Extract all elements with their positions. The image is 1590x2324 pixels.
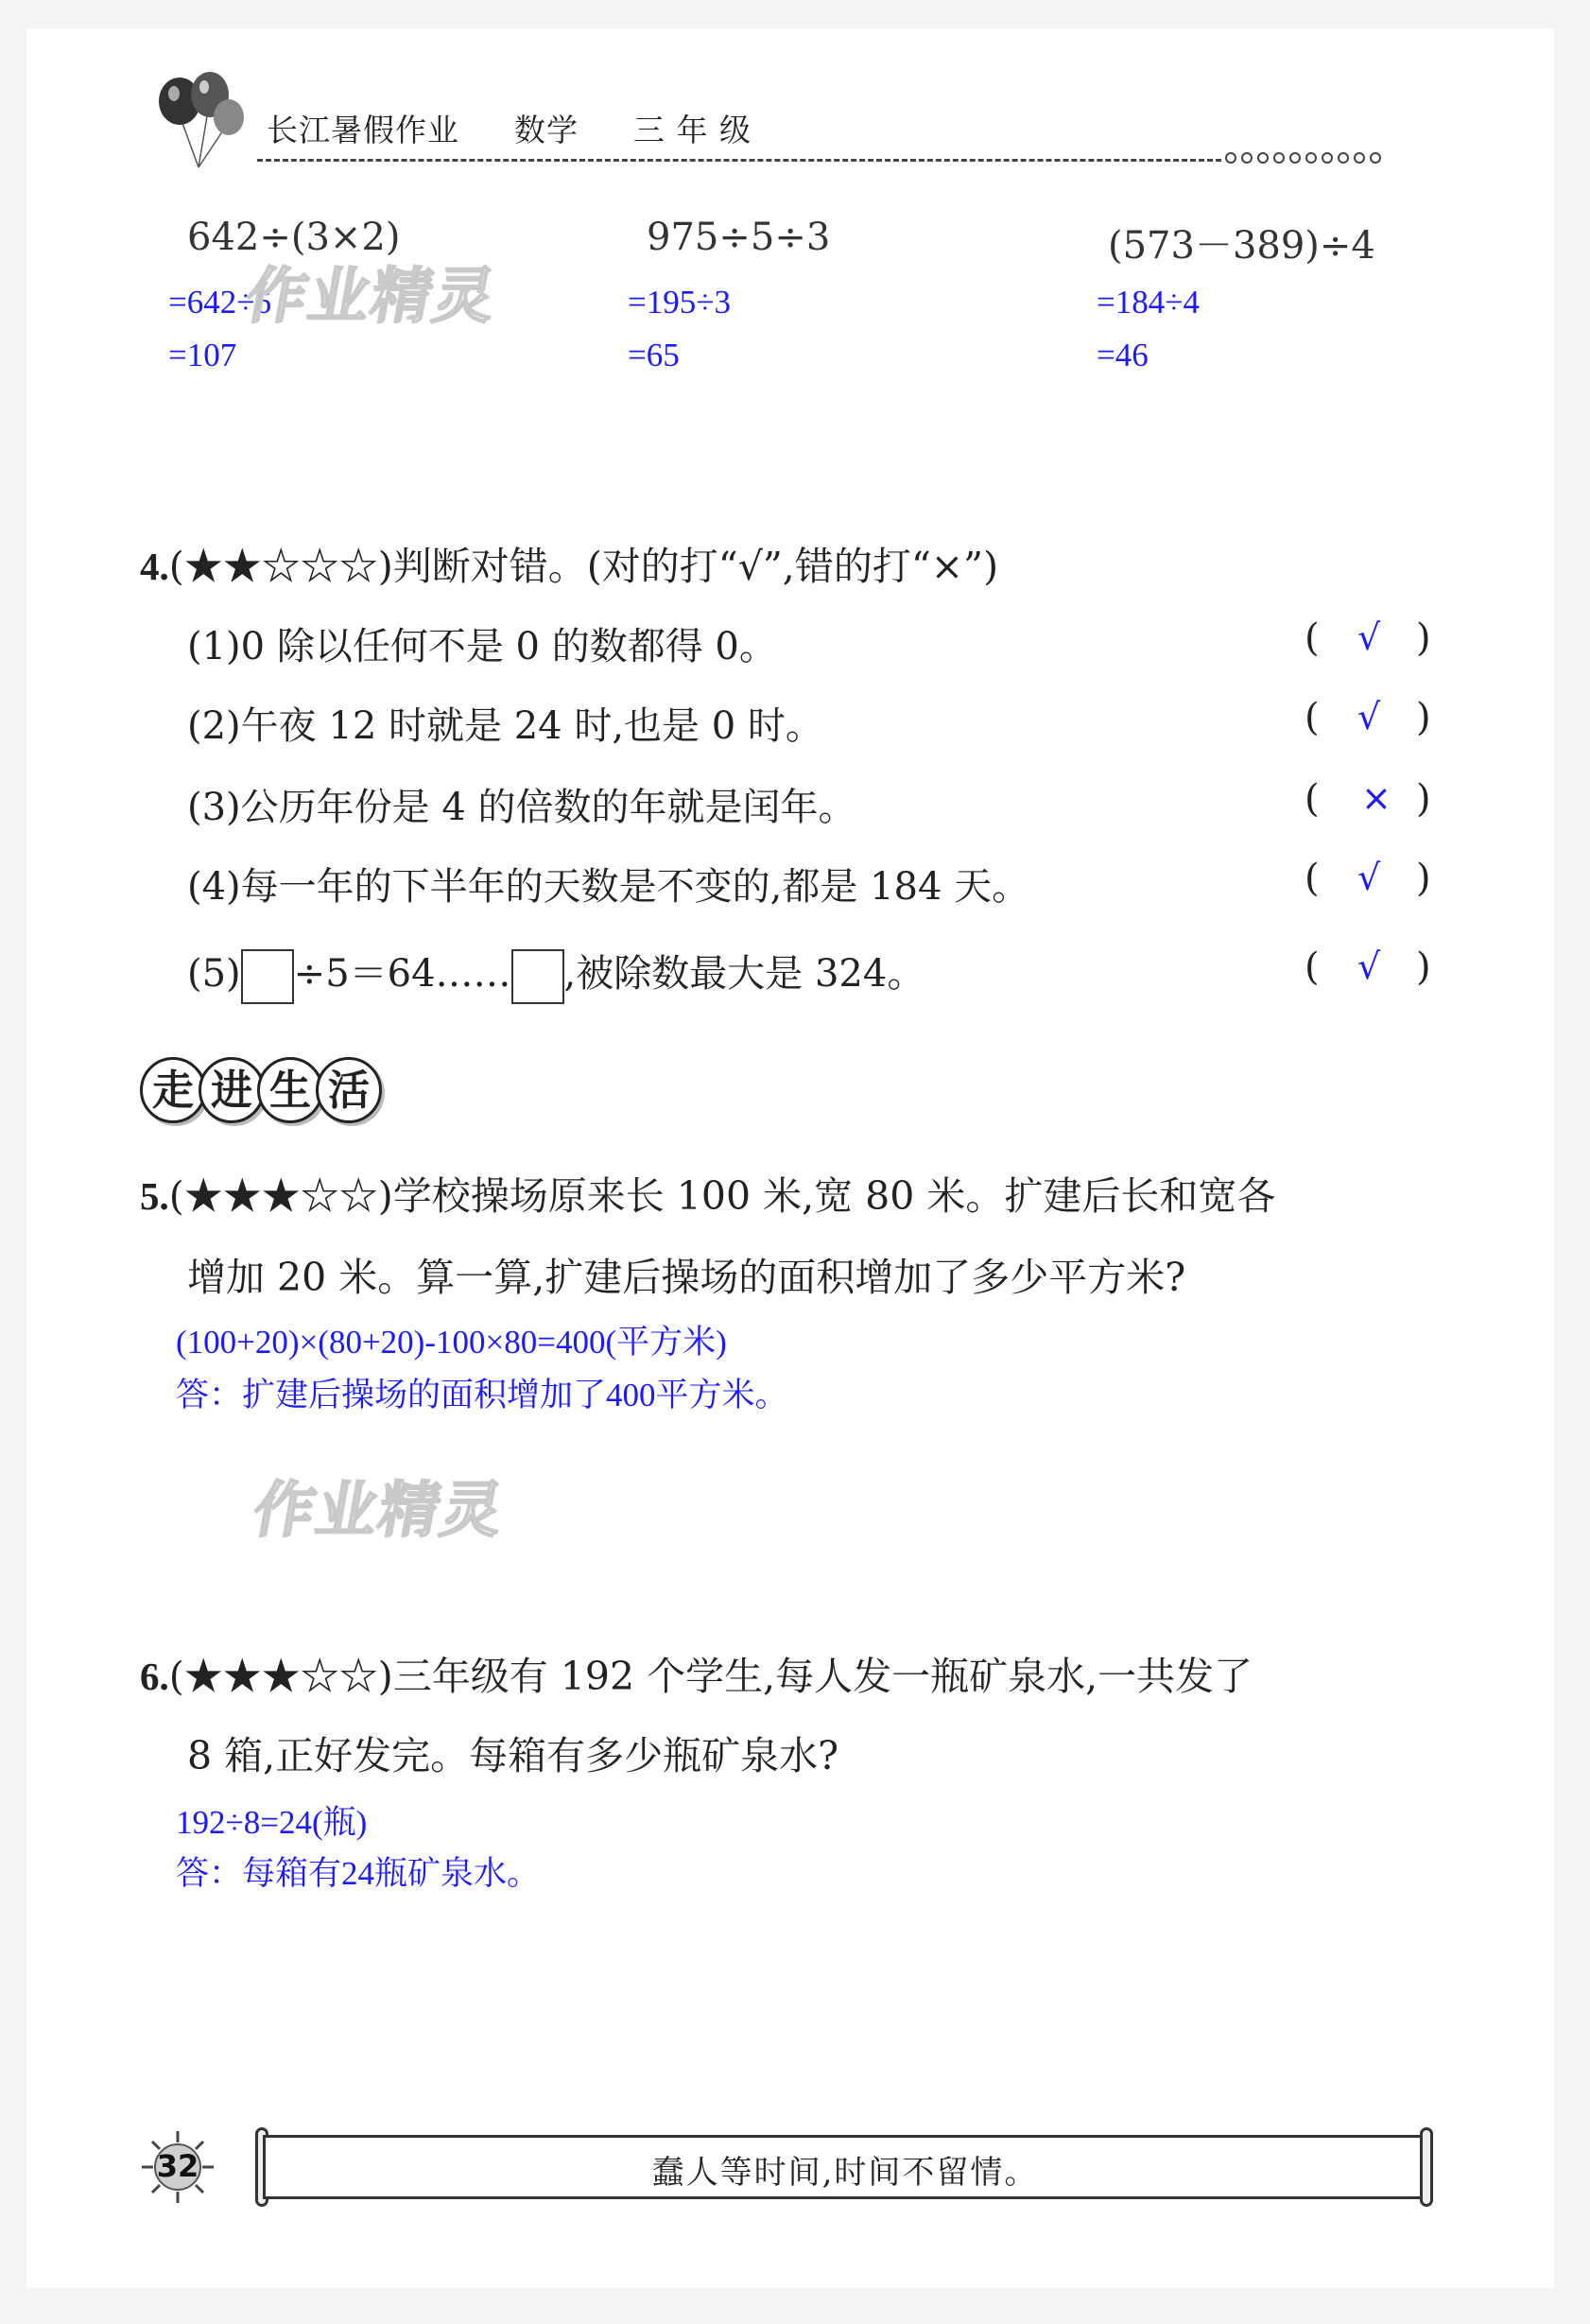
- calc-2-step1: =195÷3: [628, 284, 731, 321]
- q4-item-5: (5) ÷5＝64…… ,被除数最大是 324。: [187, 944, 925, 1004]
- motto-text: 蠢人等时间,时间不留情。: [651, 2154, 1039, 2192]
- section-badge: 走 进 生 活: [140, 1057, 374, 1123]
- watermark: 作业精灵: [240, 262, 503, 332]
- blank-box-dividend: [241, 949, 294, 1004]
- q4-item-4: (4)每一年的下半年的天数是不变的,都是 184 天。: [187, 865, 1030, 909]
- balloons-icon: [151, 68, 246, 172]
- q5-line-1: 5.(★★★☆☆)学校操场原来长 100 米,宽 80 米。扩建后长和宽各: [140, 1173, 1276, 1219]
- watermark-2: 作业精灵: [248, 1476, 510, 1546]
- q4-answer-5: √: [1357, 945, 1381, 987]
- q4-answer-3: ×: [1361, 777, 1391, 819]
- q5-difficulty: (★★★☆☆): [168, 1173, 393, 1219]
- q5-work: (100+20)×(80+20)-100×80=400(平方米): [176, 1324, 727, 1361]
- page-number: 32: [156, 2148, 199, 2184]
- q4-answer-4: √: [1357, 857, 1381, 898]
- q5-number: 5.: [140, 1174, 169, 1218]
- q6-line-1: 6.(★★★☆☆)三年级有 192 个学生,每人发一瓶矿泉水,一共发了: [140, 1654, 1253, 1699]
- calc-3-expression: (573－389)÷4: [1108, 224, 1375, 268]
- q4-answer-2: √: [1357, 696, 1381, 737]
- blank-box-remainder: [511, 949, 564, 1004]
- calc-3-step2: =46: [1097, 337, 1149, 373]
- header-divider: [257, 159, 1221, 162]
- q6-number: 6.: [140, 1655, 169, 1698]
- series-title: 长江暑假作业: [267, 112, 459, 148]
- q4-answer-1: √: [1357, 616, 1381, 658]
- q4-item-3: (3)公历年份是 4 的倍数的年就是闰年。: [187, 786, 856, 829]
- calc-3-step1: =184÷4: [1097, 284, 1200, 321]
- calc-2-expression: 975÷5÷3: [647, 216, 831, 259]
- q4-item-2: (2)午夜 12 时就是 24 时,也是 0 时。: [187, 704, 823, 748]
- calc-1-step2: =107: [168, 337, 237, 373]
- page: [26, 28, 1554, 2288]
- q4-prompt: 判断对错。(对的打“√”,错的打“×”): [392, 544, 999, 589]
- q4-answer-1-bracket: (: [1305, 616, 1320, 660]
- subject-title: 数学: [514, 112, 579, 148]
- q5-answer: 答：扩建后操场的面积增加了400平方米。: [176, 1377, 788, 1413]
- q5-line-2: 增加 20 米。算一算,扩建后操场的面积增加了多少平方米?: [187, 1255, 1186, 1300]
- q6-line-2: 8 箱,正好发完。每箱有多少瓶矿泉水?: [187, 1733, 839, 1778]
- q4-header: [140, 535, 998, 591]
- q6-difficulty: (★★★☆☆): [168, 1654, 393, 1699]
- q6-work: 192÷8=24(瓶): [176, 1804, 368, 1841]
- q6-answer: 答：每箱有24瓶矿泉水。: [176, 1855, 541, 1892]
- header-dots: [1225, 149, 1386, 167]
- q4-number: 4.: [140, 545, 169, 588]
- calc-1-step1: =642÷6: [168, 284, 271, 321]
- q4-difficulty: (★★☆☆☆): [168, 544, 393, 589]
- q4-item-1: (1)0 除以任何不是 0 的数都得 0。: [187, 625, 777, 668]
- calc-2-step2: =65: [628, 337, 680, 373]
- grade-title: 三 年 级: [633, 112, 752, 148]
- calc-1-expression: 642÷(3×2): [187, 216, 401, 259]
